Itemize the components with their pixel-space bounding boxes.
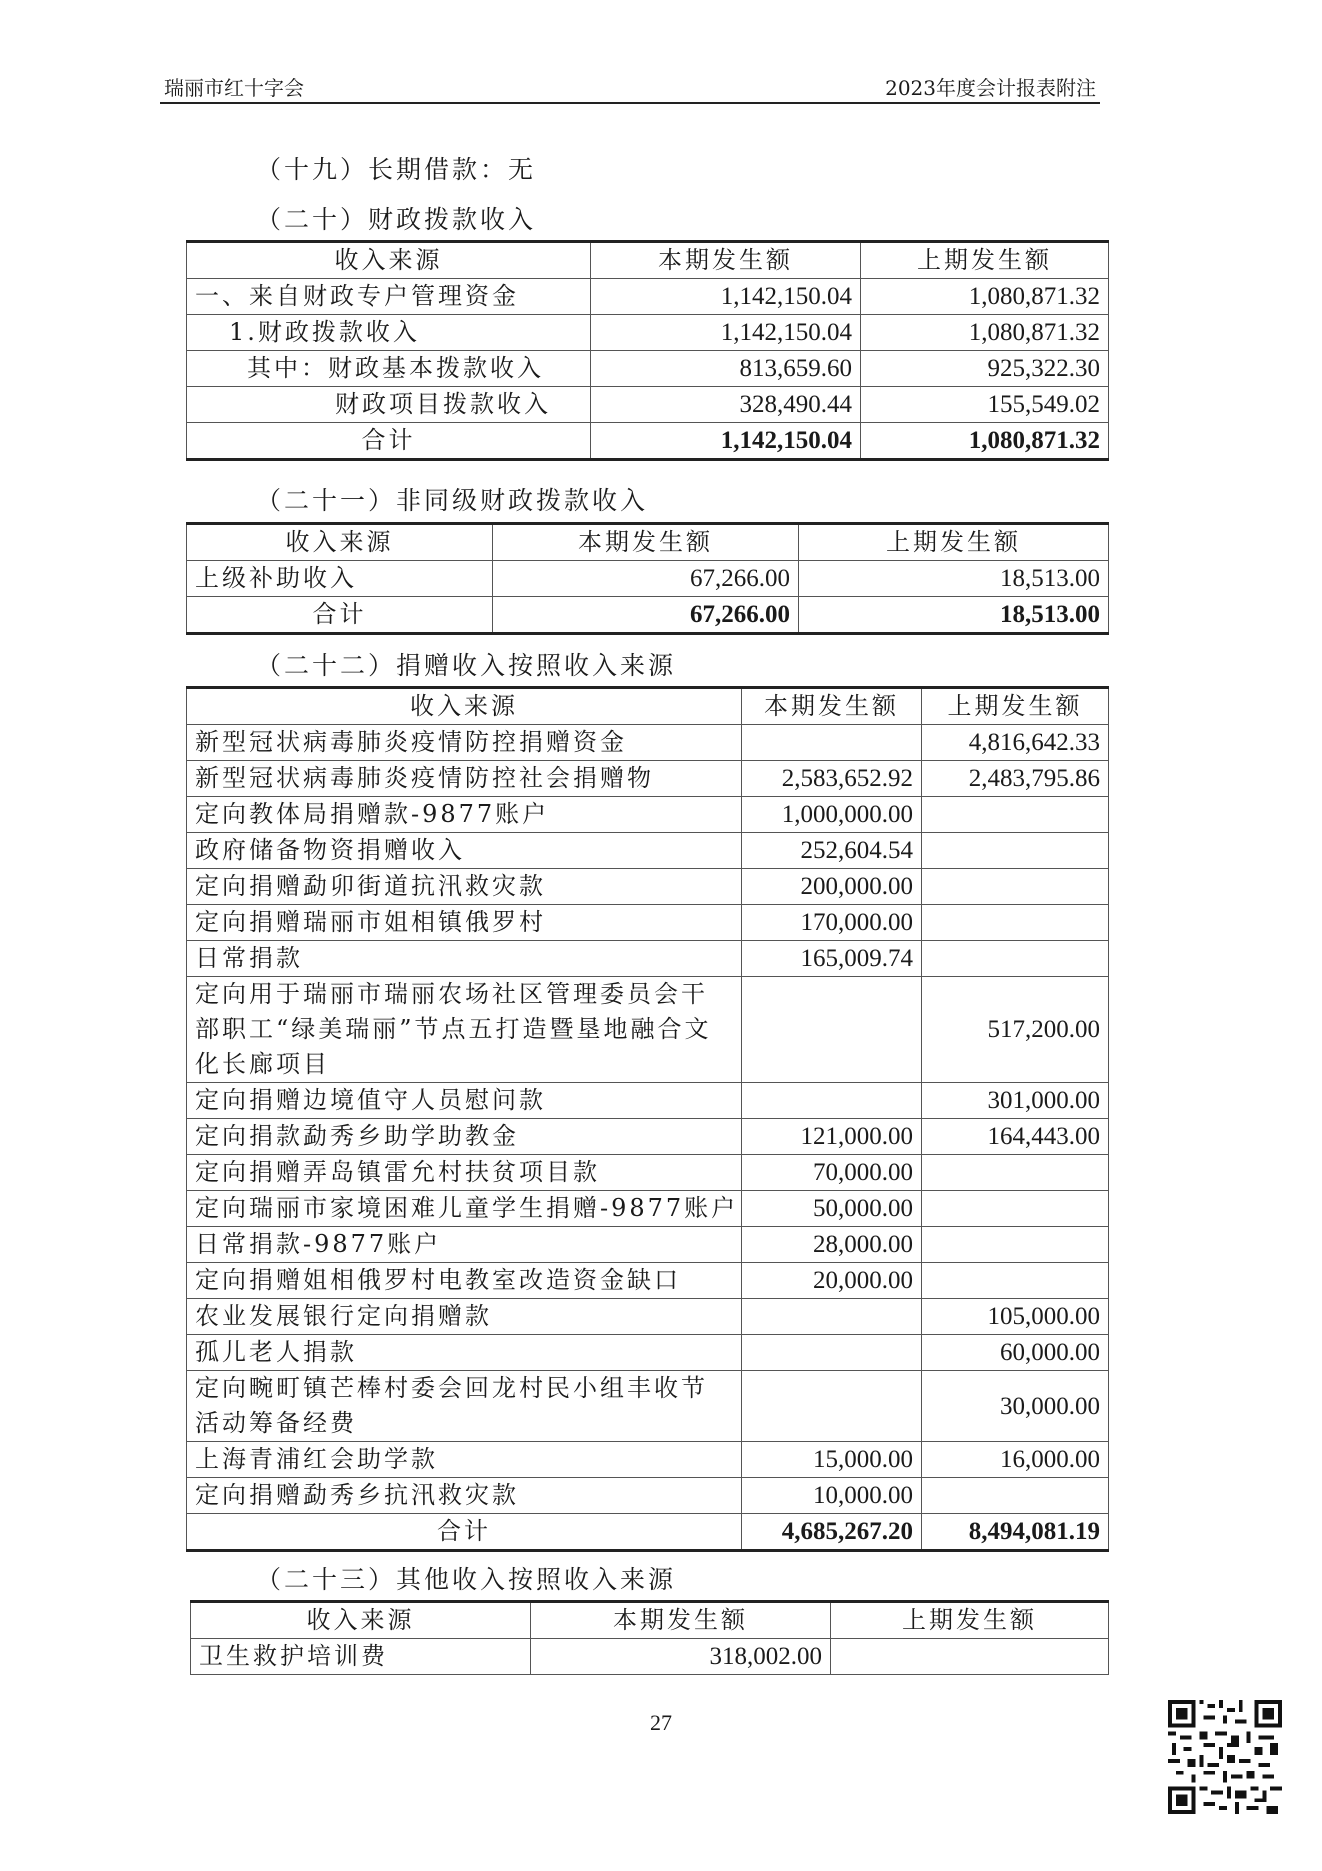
row-label: 定向捐赠瑞丽市姐相镇俄罗村: [187, 905, 742, 941]
row-current: 28,000.00: [742, 1227, 922, 1263]
col-source: 收入来源: [187, 242, 591, 279]
table-row: [187, 1119, 1109, 1155]
row-current: 165,009.74: [742, 941, 922, 977]
row-label: 新型冠状病毒肺炎疫情防控社会捐赠物: [187, 761, 742, 797]
row-current: 10,000.00: [742, 1478, 922, 1514]
row-current: 67,266.00: [493, 561, 799, 597]
row-label: 定向捐赠边境值守人员慰问款: [187, 1083, 742, 1119]
row-prior: 925,322.30: [861, 351, 1109, 387]
row-label: 日常捐款: [187, 941, 742, 977]
table-header-row: [191, 1602, 1109, 1639]
row-current: 252,604.54: [742, 833, 922, 869]
table-row: [187, 833, 1109, 869]
section-19-heading: （十九）长期借款：无: [256, 155, 537, 184]
row-prior: 4,816,642.33: [922, 725, 1109, 761]
row-prior: 60,000.00: [922, 1335, 1109, 1371]
row-prior: 16,000.00: [922, 1442, 1109, 1478]
col-current: 本期发生额: [742, 688, 922, 725]
row-prior: [922, 833, 1109, 869]
row-current: 1,000,000.00: [742, 797, 922, 833]
row-prior: 164,443.00: [922, 1119, 1109, 1155]
row-current: 2,583,652.92: [742, 761, 922, 797]
table-row: [191, 1639, 1109, 1675]
table-row: [187, 905, 1109, 941]
row-label: 定向捐赠弄岛镇雷允村扶贫项目款: [187, 1155, 742, 1191]
row-label: 日常捐款-9877账户: [187, 1227, 742, 1263]
row-prior: [922, 869, 1109, 905]
table-row: [187, 1335, 1109, 1371]
header-rule: [160, 102, 1100, 104]
table-row: [187, 1478, 1109, 1514]
table-donation-income: [186, 686, 1109, 1552]
page-number: 27: [650, 1710, 672, 1735]
table-row: [187, 351, 1109, 387]
row-prior: [922, 941, 1109, 977]
row-label: 定向瑞丽市家境困难儿童学生捐赠-9877账户: [187, 1191, 742, 1227]
row-prior: [922, 1191, 1109, 1227]
table-total-row: [187, 597, 1109, 634]
table-row: [187, 561, 1109, 597]
row-prior: [922, 797, 1109, 833]
table-row: [187, 1371, 1109, 1442]
row-label: 政府储备物资捐赠收入: [187, 833, 742, 869]
table-row: [187, 1442, 1109, 1478]
table-fiscal-appropriation: [186, 240, 1109, 461]
col-source: 收入来源: [187, 524, 493, 561]
row-prior: 301,000.00: [922, 1083, 1109, 1119]
table-row: [187, 387, 1109, 423]
row-current: 121,000.00: [742, 1119, 922, 1155]
row-label: 卫生救护培训费: [191, 1639, 531, 1675]
row-label: 上海青浦红会助学款: [187, 1442, 742, 1478]
col-prior: 上期发生额: [861, 242, 1109, 279]
row-label: 定向用于瑞丽市瑞丽农场社区管理委员会干部职工“绿美瑞丽”节点五打造暨垦地融合文化长廊项目: [187, 977, 742, 1083]
header-org: 瑞丽市红十字会: [164, 76, 304, 100]
row-current: 1,142,150.04: [591, 315, 861, 351]
row-current: [742, 725, 922, 761]
row-current: 170,000.00: [742, 905, 922, 941]
row-prior: 105,000.00: [922, 1299, 1109, 1335]
section-21-heading: （二十一）非同级财政拨款收入: [256, 486, 649, 515]
table-row: [187, 725, 1109, 761]
row-current: [742, 1083, 922, 1119]
total-current: 4,685,267.20: [742, 1514, 922, 1551]
row-label: 新型冠状病毒肺炎疫情防控捐赠资金: [187, 725, 742, 761]
row-label: 孤儿老人捐款: [187, 1335, 742, 1371]
total-current: 1,142,150.04: [591, 423, 861, 460]
table-row: [187, 279, 1109, 315]
row-prior: 155,549.02: [861, 387, 1109, 423]
table-row: [187, 1083, 1109, 1119]
row-prior: [922, 1155, 1109, 1191]
row-label: 上级补助收入: [187, 561, 493, 597]
row-current: 328,490.44: [591, 387, 861, 423]
row-label: 一、来自财政专户管理资金: [187, 279, 591, 315]
table-other-income: [190, 1600, 1109, 1675]
row-prior: 517,200.00: [922, 977, 1109, 1083]
row-current: 200,000.00: [742, 869, 922, 905]
row-prior: [922, 905, 1109, 941]
row-prior: [922, 1227, 1109, 1263]
section-22-heading: （二十二）捐赠收入按照收入来源: [256, 651, 677, 680]
table-row: [187, 761, 1109, 797]
table-row: [187, 315, 1109, 351]
table-non-peer-fiscal: [186, 522, 1109, 635]
row-prior: 18,513.00: [799, 561, 1109, 597]
col-current: 本期发生额: [531, 1602, 831, 1639]
row-prior: 2,483,795.86: [922, 761, 1109, 797]
row-current: 813,659.60: [591, 351, 861, 387]
row-label: 财政项目拨款收入: [187, 387, 591, 423]
table-row: [187, 797, 1109, 833]
table-total-row: [187, 1514, 1109, 1551]
row-current: [742, 1371, 922, 1442]
col-current: 本期发生额: [493, 524, 799, 561]
row-current: 50,000.00: [742, 1191, 922, 1227]
row-current: 318,002.00: [531, 1639, 831, 1675]
table-row: [187, 1155, 1109, 1191]
section-20-heading: （二十）财政拨款收入: [256, 205, 537, 234]
row-prior: [831, 1639, 1109, 1675]
col-source: 收入来源: [191, 1602, 531, 1639]
total-label: 合计: [187, 1514, 742, 1551]
col-prior: 上期发生额: [831, 1602, 1109, 1639]
row-label: 定向捐款勐秀乡助学助教金: [187, 1119, 742, 1155]
total-label: 合计: [187, 423, 591, 460]
row-current: 15,000.00: [742, 1442, 922, 1478]
total-prior: 1,080,871.32: [861, 423, 1109, 460]
row-label: 其中：财政基本拨款收入: [187, 351, 591, 387]
table-row: [187, 1263, 1109, 1299]
table-row: [187, 869, 1109, 905]
total-current: 67,266.00: [493, 597, 799, 634]
table-header-row: [187, 688, 1109, 725]
row-label: 农业发展银行定向捐赠款: [187, 1299, 742, 1335]
row-prior: 1,080,871.32: [861, 279, 1109, 315]
row-label: 定向教体局捐赠款-9877账户: [187, 797, 742, 833]
row-current: 20,000.00: [742, 1263, 922, 1299]
total-prior: 8,494,081.19: [922, 1514, 1109, 1551]
row-current: [742, 977, 922, 1083]
table-total-row: [187, 423, 1109, 460]
row-label: 1.财政拨款收入: [187, 315, 591, 351]
table-row: [187, 977, 1109, 1083]
col-current: 本期发生额: [591, 242, 861, 279]
table-header-row: [187, 524, 1109, 561]
total-label: 合计: [187, 597, 493, 634]
row-prior: 1,080,871.32: [861, 315, 1109, 351]
total-prior: 18,513.00: [799, 597, 1109, 634]
row-current: [742, 1335, 922, 1371]
row-prior: [922, 1478, 1109, 1514]
row-label: 定向捐赠勐卯街道抗汛救灾款: [187, 869, 742, 905]
table-row: [187, 941, 1109, 977]
header-doc-title: 2023年度会计报表附注: [885, 76, 1096, 100]
row-current: [742, 1299, 922, 1335]
section-23-heading: （二十三）其他收入按照收入来源: [256, 1565, 677, 1594]
col-prior: 上期发生额: [922, 688, 1109, 725]
col-prior: 上期发生额: [799, 524, 1109, 561]
col-source: 收入来源: [187, 688, 742, 725]
table-header-row: [187, 242, 1109, 279]
row-label: 定向畹町镇芒棒村委会回龙村民小组丰收节活动筹备经费: [187, 1371, 742, 1442]
row-label: 定向捐赠勐秀乡抗汛救灾款: [187, 1478, 742, 1514]
table-row: [187, 1191, 1109, 1227]
table-row: [187, 1299, 1109, 1335]
qr-code-icon: [1168, 1700, 1282, 1814]
row-prior: [922, 1263, 1109, 1299]
row-current: 70,000.00: [742, 1155, 922, 1191]
row-current: 1,142,150.04: [591, 279, 861, 315]
row-label: 定向捐赠姐相俄罗村电教室改造资金缺口: [187, 1263, 742, 1299]
table-row: [187, 1227, 1109, 1263]
row-prior: 30,000.00: [922, 1371, 1109, 1442]
